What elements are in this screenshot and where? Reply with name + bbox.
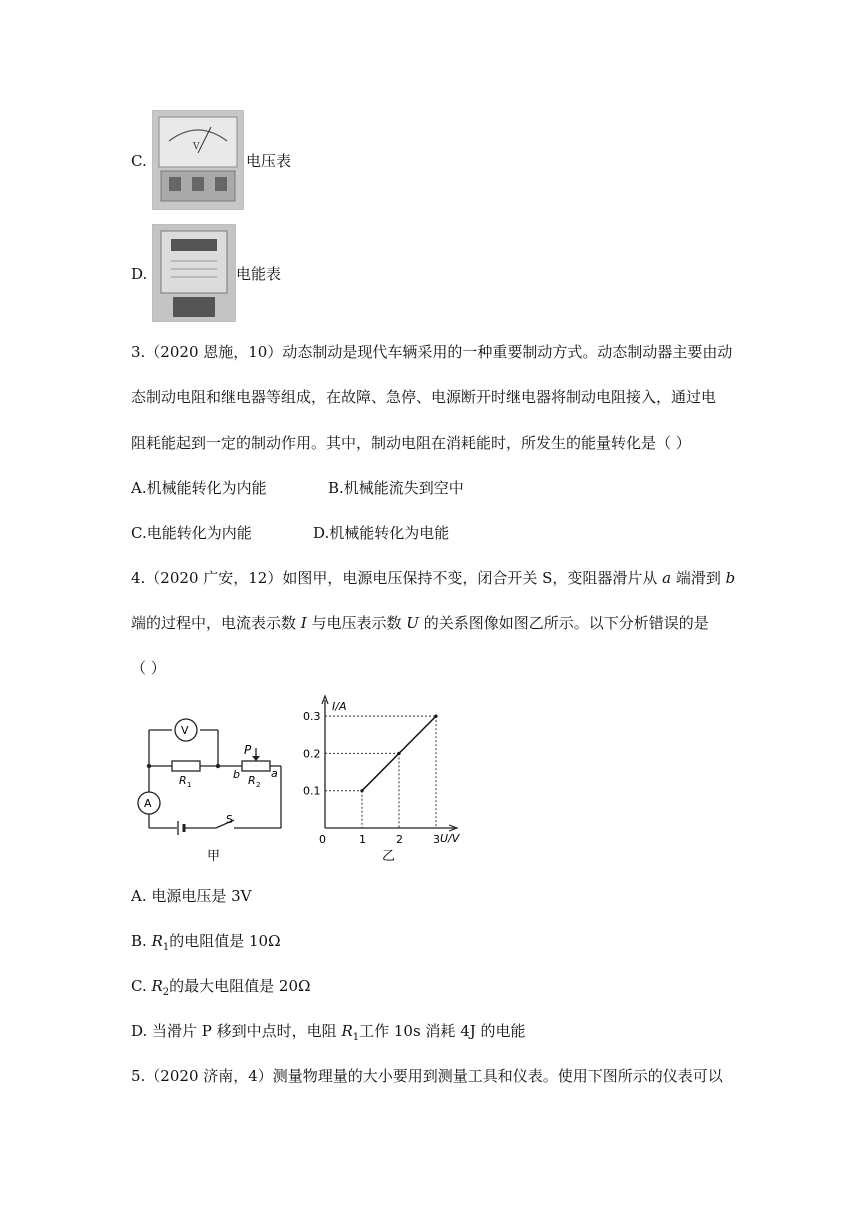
q4-line-1-text: 4.（2020 广安，12）如图甲，电源电压保持不变，闭合开关 S，变阻器滑片从 [131,569,663,587]
q3-option-d: D.机械能转化为电能 [313,524,450,542]
option-c-letter: C. [131,152,147,170]
x-tick-label: 3 [433,833,440,846]
subscript: 2 [162,987,170,998]
var-i: I [300,614,307,632]
var-b: b [725,569,736,587]
q4-option-d-text: D. 当滑片 P 移到中点时，电阻 [131,1022,342,1040]
q4-line-2-mid: 与电压表示数 [306,614,407,632]
q4-line-1-mid: 端滑到 [671,569,726,587]
switch-s-label: S [226,813,233,826]
q4-option-c-letter: C. [131,977,152,995]
q5-line-1: 5.（2020 济南，4）测量物理量的大小要用到测量工具和仪表。使用下图所示的仪表可以 [131,1067,723,1085]
data-point [397,752,400,755]
data-point [360,789,363,792]
x-axis-label: U/V [440,832,460,845]
q3-line-2: 态制动电阻和继电器等组成，在故障、急停、电源断开时继电器将制动电阻接入，通过电 [131,388,717,406]
r2-label: R [248,774,256,787]
energy-meter-image [152,224,236,322]
y-axis-label: I/A [332,700,347,713]
q3-option-c: C.电能转化为内能 [131,524,252,542]
y-tick-label: 0.3 [303,710,321,724]
q4-line-2-post: 的关系图像如图乙所示。以下分析错误的是 [418,614,709,632]
r2-subscript: 2 [256,781,261,789]
q3-line-1: 3.（2020 恩施，10）动态制动是现代车辆采用的一种重要制动方式。动态制动器主要由动 [131,343,733,361]
voltmeter-image [152,110,244,210]
circuit-caption: 甲 [207,849,221,864]
x-tick-label: 2 [396,833,403,846]
end-b-label: b [233,768,240,781]
option-c-label: 电压表 [246,152,292,170]
var-r: R [151,932,163,950]
q3-option-b: B.机械能流失到空中 [328,479,464,497]
subscript: 1 [352,1032,360,1043]
slider-p-label: P [244,743,252,757]
q4-option-c [131,976,310,1003]
option-d-letter: D. [131,265,148,283]
x-tick-label: 1 [359,833,366,846]
graph-caption: 乙 [382,849,396,864]
var-a: a [662,569,672,587]
voltmeter-icon [153,111,243,209]
r1-label: R [179,774,187,787]
circuit-diagram [130,708,295,868]
var-r: R [341,1022,353,1040]
var-u: U [406,614,419,632]
iu-graph [305,690,475,865]
q4-option-b-text: 的电阻值是 10Ω [169,932,281,950]
energy-meter-icon [153,225,235,321]
y-tick-label: 0.2 [303,747,321,761]
q4-line-1 [131,568,735,588]
q4-option-b [131,931,281,958]
voltmeter-symbol: V [181,724,189,737]
q4-option-d [131,1021,526,1048]
q4-option-a: A. 电源电压是 3V [131,887,252,905]
q4-line-2 [131,613,709,633]
x-tick-label: 0 [319,833,326,846]
subscript: 1 [162,942,170,953]
data-point [434,715,437,718]
y-tick-label: 0.1 [303,784,321,798]
ammeter-symbol: A [144,797,152,810]
r1-subscript: 1 [187,781,192,789]
end-a-label: a [271,767,278,780]
option-d-label: 电能表 [236,265,282,283]
q3-option-a: A.机械能转化为内能 [131,479,267,497]
var-r: R [151,977,163,995]
meter-symbol: V [193,142,200,152]
q4-line-3: （ ） [131,659,166,677]
q4-option-c-text: 的最大电阻值是 20Ω [169,977,311,995]
q4-option-b-letter: B. [131,932,152,950]
q4-line-2-text: 端的过程中，电流表示数 [131,614,301,632]
q4-option-d-post: 工作 10s 消耗 4J 的电能 [359,1022,526,1040]
q3-line-3: 阻耗能起到一定的制动作用。其中，制动电阻在消耗能时，所发生的能量转化是（ ） [131,434,691,452]
